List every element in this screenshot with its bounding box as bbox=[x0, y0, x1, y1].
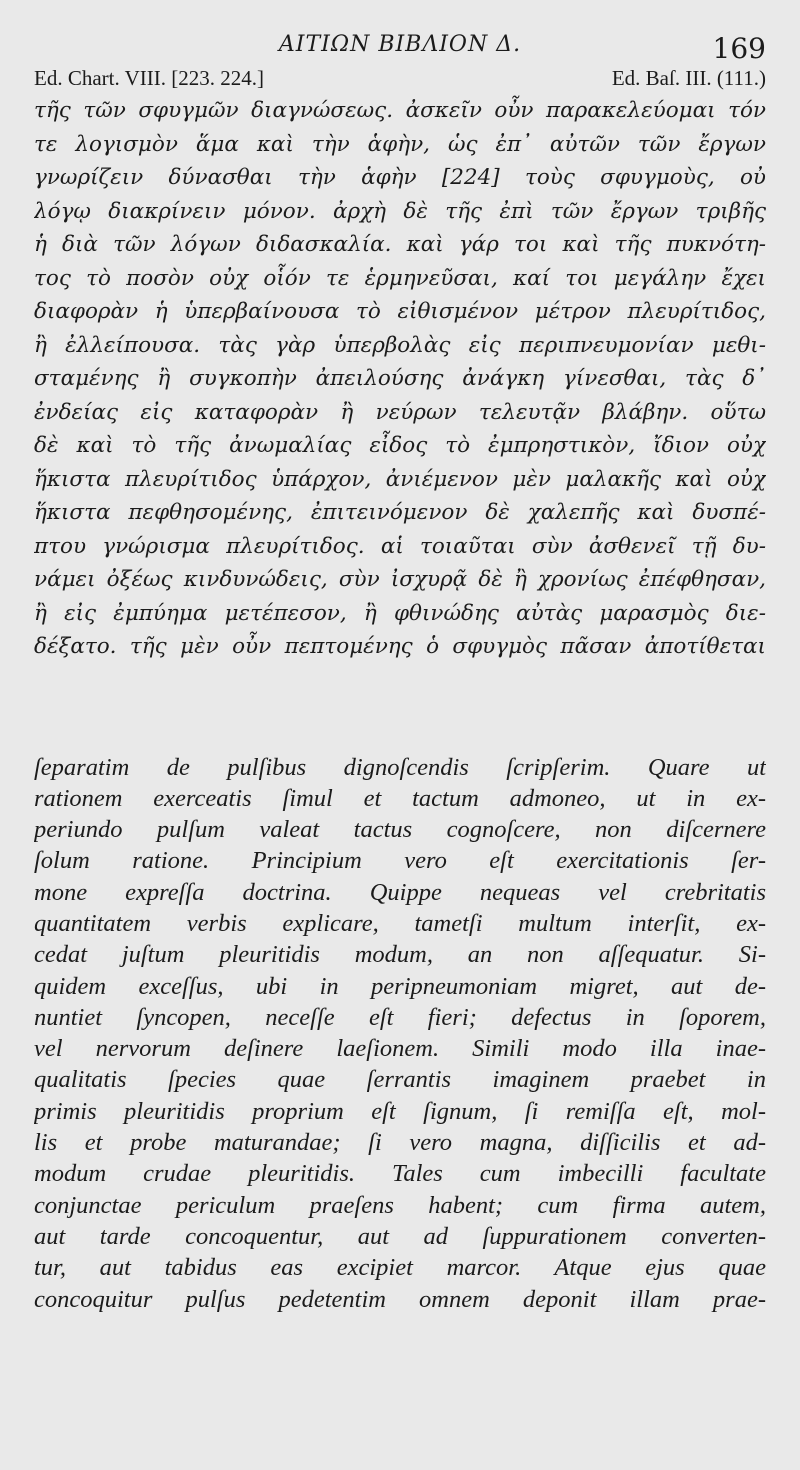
latin-text-line: quantitatem verbis explicare, tametſi multum interſit, ex- bbox=[34, 909, 766, 937]
greek-text-line: σταμένης ἢ συγκοπὴν ἀπειλούσης ἀνάγκη γίνεσθαι, τὰς δ᾽ bbox=[34, 366, 766, 391]
latin-text-line: periundo pulſum valeat tactus cognoſcere, non diſcernere bbox=[34, 816, 766, 844]
latin-text-line: concoquitur pulſus pedetentim omnem deponit illam prae- bbox=[34, 1285, 766, 1313]
greek-text-line: δὲ καὶ τὸ τῆς ἀνωμαλίας εἶδος τὸ ἐμπρηστικὸν, ἴδιον οὐχ bbox=[34, 433, 766, 458]
greek-text-line: δέξατο. τῆς μὲν οὖν πεπτομένης ὁ σφυγμὸς πᾶσαν ἀποτίθεται bbox=[34, 634, 766, 659]
latin-text-line: rationem exerceatis ſimul et tactum admoneo, ut in ex- bbox=[34, 784, 766, 812]
latin-text-line: qualitatis ſpecies quae ſerrantis imaginem praebet in bbox=[34, 1066, 766, 1094]
latin-text-line: mone expreſſa doctrina. Quippe nequeas vel crebritatis bbox=[34, 878, 766, 906]
greek-text-line: ἐνδείας εἰς καταφορὰν ἢ νεύρων τελευτᾷν βλάβην. οὕτω bbox=[34, 399, 766, 425]
greek-text-line: ἥκιστα πεφθησομένης, ἐπιτεινόμενον δὲ χαλεπῆς καὶ δυσπέ- bbox=[34, 500, 766, 525]
latin-text-line: nuntiet ſyncopen, neceſſe eſt fieri; defectus in ſoporem, bbox=[34, 1003, 766, 1031]
latin-text-line: conjunctae periculum praeſens habent; cum firma autem, bbox=[34, 1191, 766, 1219]
running-head bbox=[34, 26, 766, 65]
edition-left: Ed. Chart. VIII. [223. 224.] bbox=[34, 66, 264, 90]
greek-text-line: ἥκιστα πλευρίτιδος ὑπάρχον, ἀνιέμενον μὲν μαλακῆς καὶ οὐχ bbox=[34, 466, 766, 492]
greek-text-line: τε λογισμὸν ἅμα καὶ τὴν ἁφὴν, ὡς ἐπ᾽ αὐτῶν τῶν ἔργων bbox=[34, 131, 766, 157]
running-title: ΑΙΤΙΩΝ ΒΙΒΛΙΟΝ Δ. bbox=[278, 32, 522, 57]
greek-text-line: ἢ ἐλλείπουσα. τὰς γὰρ ὑπερβολὰς εἰς περιπνευμονίαν μεθι- bbox=[34, 332, 766, 358]
latin-text-line: ſolum ratione. Principium vero eſt exercitationis ſer- bbox=[34, 847, 766, 875]
page-bleed-gap bbox=[34, 664, 766, 752]
latin-text-line: ſeparatim de pulſibus dignoſcendis ſcripſerim. Quare ut bbox=[34, 753, 766, 781]
greek-text-line: διαφορὰν ἡ ὑπερβαίνουσα τὸ εἰθισμένον μέτρον πλευρίτιδος, bbox=[34, 299, 766, 324]
latin-text-line: lis et probe maturandae; ſi vero magna, diſſicilis et ad- bbox=[34, 1129, 766, 1157]
greek-text-line: ἢ εἰς ἐμπύημα μετέπεσον, ἢ φθινώδης αὐτὰς μαρασμὸς διε- bbox=[34, 600, 766, 626]
greek-text-line: γνωρίζειν δύνασθαι τὴν ἁφὴν [224] τοὺς σφυγμοὺς, οὐ bbox=[34, 165, 766, 190]
latin-text-line: vel nervorum deſinere laeſionem. Simili modo illa inae- bbox=[34, 1035, 766, 1063]
greek-text-line: νάμει ὀξέως κινδυνώδεις, σὺν ἰσχυρᾷ δὲ ἢ χρονίως ἐπέφθησαν, bbox=[34, 567, 766, 592]
edition-right: Ed. Baſ. III. (111.) bbox=[611, 66, 766, 90]
latin-text-line: aut tarde concoquentur, aut ad ſuppurationem converten- bbox=[34, 1222, 766, 1250]
latin-text-block bbox=[34, 752, 766, 1315]
greek-text-line: τῆς τῶν σφυγμῶν διαγνώσεως. ἀσκεῖν οὖν παρακελεύομαι τόν bbox=[34, 98, 766, 123]
latin-text-line: primis pleuritidis proprium eſt ſignum, ſi remiſſa eſt, mol- bbox=[34, 1097, 766, 1125]
greek-text-line: ἡ διὰ τῶν λόγων διδασκαλία. καὶ γάρ τοι καὶ τῆς πυκνότη- bbox=[34, 232, 766, 257]
latin-text-line: modum crudae pleuritidis. Tales cum imbecilli facultate bbox=[34, 1160, 766, 1188]
greek-text-block bbox=[34, 94, 766, 664]
latin-text-line: quidem exceſſus, ubi in peripneumoniam migret, aut de- bbox=[34, 972, 766, 1000]
latin-text-line: cedat juſtum pleuritidis modum, an non aſſequatur. Si- bbox=[34, 941, 766, 969]
greek-text-line: τος τὸ ποσὸν οὐχ οἷόν τε ἑρμηνεῦσαι, καί τοι μεγάλην ἔχει bbox=[34, 265, 766, 291]
greek-text-line: λόγῳ διακρίνειν μόνον. ἀρχὴ δὲ τῆς ἐπὶ τῶν ἔργων τριβῆς bbox=[34, 198, 766, 224]
edition-line bbox=[34, 64, 766, 92]
latin-text-line: tur, aut tabidus eas excipiet marcor. Atque ejus quae bbox=[34, 1254, 766, 1282]
page-number: 169 bbox=[712, 32, 766, 65]
greek-text-line: πτου γνώρισμα πλευρίτιδος. αἱ τοιαῦται σὺν ἀσθενεῖ τῇ δυ- bbox=[34, 533, 766, 559]
